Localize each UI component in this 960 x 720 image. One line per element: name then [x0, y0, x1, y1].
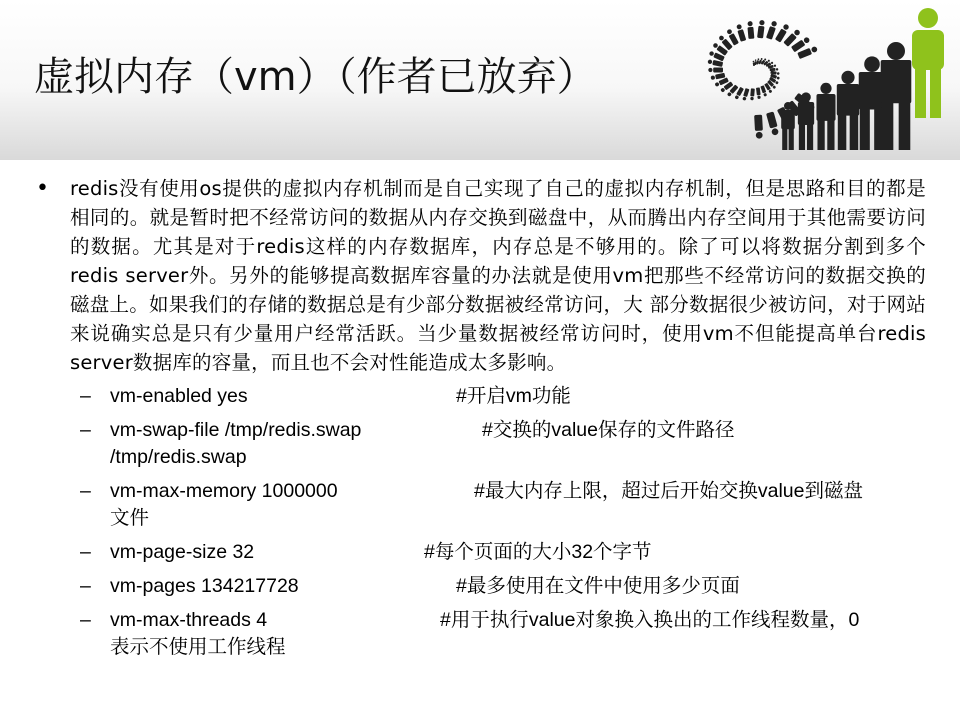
bullet-dot-icon: • — [36, 176, 49, 201]
list-item — [30, 607, 870, 661]
config-comment: #用于执行value对象换入换出的工作线程数量，0表示不使用工作线程 — [110, 609, 860, 658]
small-person-icon — [766, 111, 780, 136]
list-item — [30, 573, 870, 600]
list-item — [30, 417, 870, 471]
config-command: vm-enabled yes — [110, 385, 248, 407]
config-comment: #最大内存上限，超过后开始交换value到磁盘文件 — [110, 480, 863, 529]
slide-content — [30, 174, 940, 668]
config-comment: #每个页面的大小32个字节 — [424, 541, 652, 563]
config-comment: #开启vm功能 — [456, 385, 571, 407]
dash-marker: – — [80, 541, 91, 563]
config-command: vm-pages 134217728 — [110, 575, 299, 597]
small-person-icon — [750, 88, 755, 100]
dash-marker: – — [80, 480, 91, 502]
small-person-icon — [757, 20, 765, 39]
small-person-icon — [708, 68, 723, 73]
green-person-icon — [912, 8, 944, 118]
small-person-icon — [736, 24, 747, 42]
config-command: vm-max-memory 1000000 — [110, 480, 338, 502]
person-icon — [837, 71, 859, 150]
small-person-icon — [766, 20, 778, 39]
small-person-icon — [754, 59, 756, 65]
small-person-icon — [747, 21, 754, 39]
list-item — [30, 478, 870, 532]
bullet-paragraph — [30, 174, 940, 377]
config-command: vm-swap-file /tmp/redis.swap — [110, 419, 362, 441]
config-comment: #交换的value保存的文件路径 /tmp/redis.swap — [110, 419, 735, 468]
small-person-icon — [756, 87, 761, 99]
bullet-text: redis没有使用os提供的虚拟内存机制而是自己实现了自己的虚拟内存机制，但是思路和目的都是相同的。就是暂时把不经常访问的数据从内存交换到磁盘中，从而腾出内存空间用于其他需要访问的数据。尤其是对于redis这样的内存数据库，内存总是不够用的。除了可以将数据分割到多个redis server外。另外的能够提高数据库容量的办法就是使用vm把那些不经常访问的数据交换的磁盘上。如果我们的存储的数据总是有少部分数据被经常访问，大 部分数据很少被访问，对于网站来说确实总是只有少量用户经常活跃。当少量数据被经常访问时，使用vm不但能提高单台redis server数据库的容量，而且也不会对性能造成太多影响。 — [70, 177, 926, 374]
slide-title: 虚拟内存（vm）（作者已放弃） — [34, 54, 597, 100]
list-item — [30, 383, 870, 410]
config-comment: #最多使用在文件中使用多少页面 — [456, 575, 740, 597]
people-spiral-logo — [660, 0, 960, 160]
dash-marker: – — [80, 609, 91, 631]
list-item — [30, 539, 870, 566]
config-list — [30, 383, 940, 661]
dash-marker: – — [80, 385, 91, 407]
dash-marker: – — [80, 575, 91, 597]
config-command: vm-page-size 32 — [110, 541, 255, 563]
dash-marker: – — [80, 419, 91, 441]
config-command: vm-max-threads 4 — [110, 609, 268, 631]
person-icon — [881, 42, 912, 150]
person-icon — [816, 83, 835, 150]
small-person-icon — [754, 115, 763, 139]
small-person-icon — [770, 68, 779, 71]
